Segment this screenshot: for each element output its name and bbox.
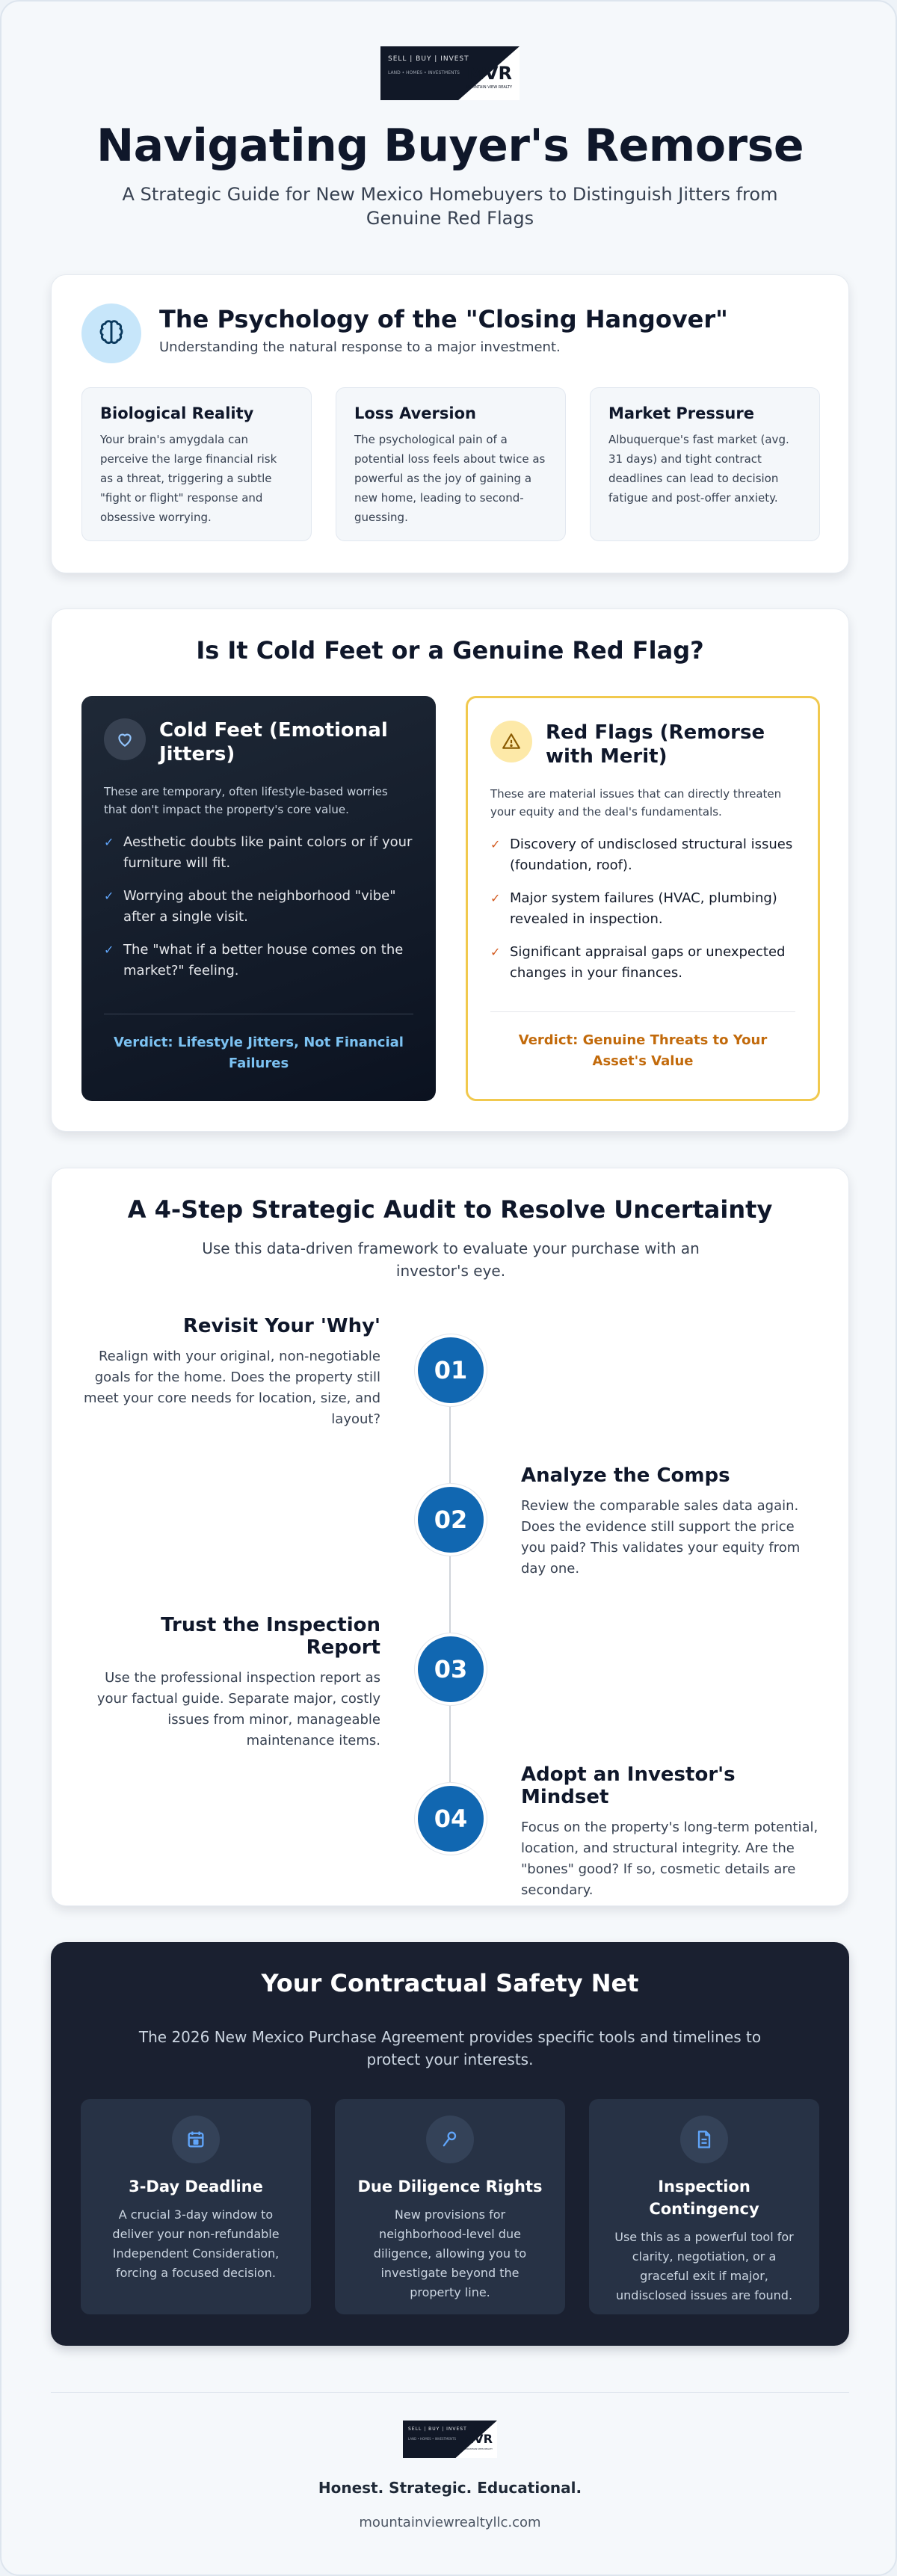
check-icon: ✓ <box>490 891 501 905</box>
page-title: Navigating Buyer's Remorse <box>96 120 804 172</box>
list-item: ✓ The "what if a better house comes on the market?" feeling. <box>104 940 413 982</box>
psychology-title: The Psychology of the "Closing Hangover" <box>159 305 728 333</box>
card-market-pressure: Market Pressure Albuquerque's fast market (avg. 31 days) and tight contract deadlines can lead to decision fatigue and post-offer anxiety. <box>590 387 820 541</box>
footer-tagline: Honest. Strategic. Educational. <box>318 2479 582 2497</box>
step-2: Analyze the Comps Review the comparable sales data again. Does the evidence still support the price you paid? This validates your equity from day one. <box>521 1464 801 1577</box>
step-4: Adopt an Investor's Mindset Focus on the property's long-term potential, location, and structural integrity. Are the "bones" good? If so, cosmetic details are secondary. <box>521 1763 819 1898</box>
cold-feet-list <box>104 832 413 982</box>
brain-icon <box>81 303 141 363</box>
list-item: ✓ Worrying about the neighborhood "vibe" after a single visit. <box>104 886 413 928</box>
compare-title: Is It Cold Feet or a Genuine Red Flag? <box>196 636 704 665</box>
safety-item-due-diligence: Due Diligence Rights New provisions for neighborhood-level due diligence, allowing you to investigate beyond the property line. <box>335 2099 565 2314</box>
step-1: Revisit Your 'Why' Realign with your original, non-negotiable goals for the home. Does the property still meet your core needs for location, size, and layout? <box>84 1315 380 1427</box>
search-icon <box>426 2116 474 2163</box>
footer-logo[interactable]: SELL | BUY | INVEST LAND • HOMES • INVESTMENTS MVR MOUNTAIN VIEW REALTY <box>403 2421 497 2458</box>
cold-feet-desc: These are temporary, often lifestyle-based worries that don't impact the property's core value. <box>104 785 388 816</box>
footer-divider <box>51 2392 849 2393</box>
step-2-number: 02 <box>415 1484 487 1556</box>
check-icon: ✓ <box>490 837 501 851</box>
list-item: ✓ Major system failures (HVAC, plumbing) revealed in inspection. <box>490 888 795 930</box>
red-flags-verdict: Verdict: Genuine Threats to Your Asset's Value <box>518 1032 768 1069</box>
psychology-section <box>51 274 849 573</box>
check-icon: ✓ <box>104 943 114 957</box>
audit-section <box>51 1168 849 1906</box>
red-flags-panel <box>466 696 820 1101</box>
list-item: ✓ Aesthetic doubts like paint colors or if your furniture will fit. <box>104 832 413 874</box>
check-icon: ✓ <box>104 889 114 903</box>
safety-net-section <box>51 1942 849 2346</box>
audit-title: A 4-Step Strategic Audit to Resolve Uncertainty <box>127 1195 773 1224</box>
check-icon: ✓ <box>490 945 501 959</box>
warning-icon <box>490 721 532 762</box>
footer <box>1 2421 897 2530</box>
safety-lead: The 2026 New Mexico Purchase Agreement provides specific tools and timelines to protect your interests. <box>138 2028 762 2068</box>
cold-feet-verdict: Verdict: Lifestyle Jitters, Not Financial Failures <box>114 1035 404 1071</box>
heart-icon <box>104 718 146 760</box>
list-item: ✓ Significant appraisal gaps or unexpected changes in your finances. <box>490 942 795 984</box>
page-subtitle: A Strategic Guide for New Mexico Homebuyers to Distinguish Jitters from Genuine Red Flags <box>122 184 778 229</box>
step-1-number: 01 <box>415 1334 487 1406</box>
safety-item-inspection: Inspection Contingency Use this as a powerful tool for clarity, negotiation, or a graceful exit if major, undisclosed issues are found. <box>589 2099 819 2314</box>
company-logo[interactable]: SELL | BUY | INVEST LAND • HOMES • INVESTMENTS MVR MOUNTAIN VIEW REALTY <box>380 46 520 100</box>
step-3: Trust the Inspection Report Use the professional inspection report as your factual guide. Separate major, costly issues from minor, manageable maintenance items. <box>96 1614 380 1748</box>
psychology-lead: Understanding the natural response to a major investment. <box>159 339 561 355</box>
calendar-icon <box>172 2116 220 2163</box>
safety-title: Your Contractual Safety Net <box>261 1969 639 1997</box>
cold-feet-title: Cold Feet (Emotional Jitters) <box>159 719 388 765</box>
document-icon <box>680 2116 728 2163</box>
check-icon: ✓ <box>104 835 114 849</box>
red-flags-desc: These are material issues that can directly threaten your equity and the deal's fundamentals. <box>490 787 782 819</box>
audit-lead: Use this data-driven framework to evaluate your purchase with an investor's eye. <box>202 1239 700 1280</box>
safety-item-deadline: 3-Day Deadline A crucial 3-day window to deliver your non-refundable Independent Consideration, forcing a focused decision. <box>81 2099 311 2314</box>
red-flags-list <box>490 834 795 984</box>
header <box>1 46 897 230</box>
card-loss-aversion: Loss Aversion The psychological pain of a potential loss feels about twice as powerful as the joy of gaining a new home, leading to second-guessing. <box>336 387 566 541</box>
step-4-number: 04 <box>415 1783 487 1855</box>
red-flags-title: Red Flags (Remorse with Merit) <box>546 721 765 768</box>
cold-feet-panel <box>81 696 436 1101</box>
footer-website-link[interactable]: mountainviewrealtyllc.com <box>359 2515 541 2530</box>
step-3-number: 03 <box>415 1633 487 1705</box>
compare-section <box>51 608 849 1132</box>
card-biological-reality: Biological Reality Your brain's amygdala can perceive the large financial risk as a threat, triggering a subtle "fight or flight" response and obsessive worrying. <box>81 387 312 541</box>
list-item: ✓ Discovery of undisclosed structural issues (foundation, roof). <box>490 834 795 876</box>
timeline-line <box>449 1370 451 1789</box>
